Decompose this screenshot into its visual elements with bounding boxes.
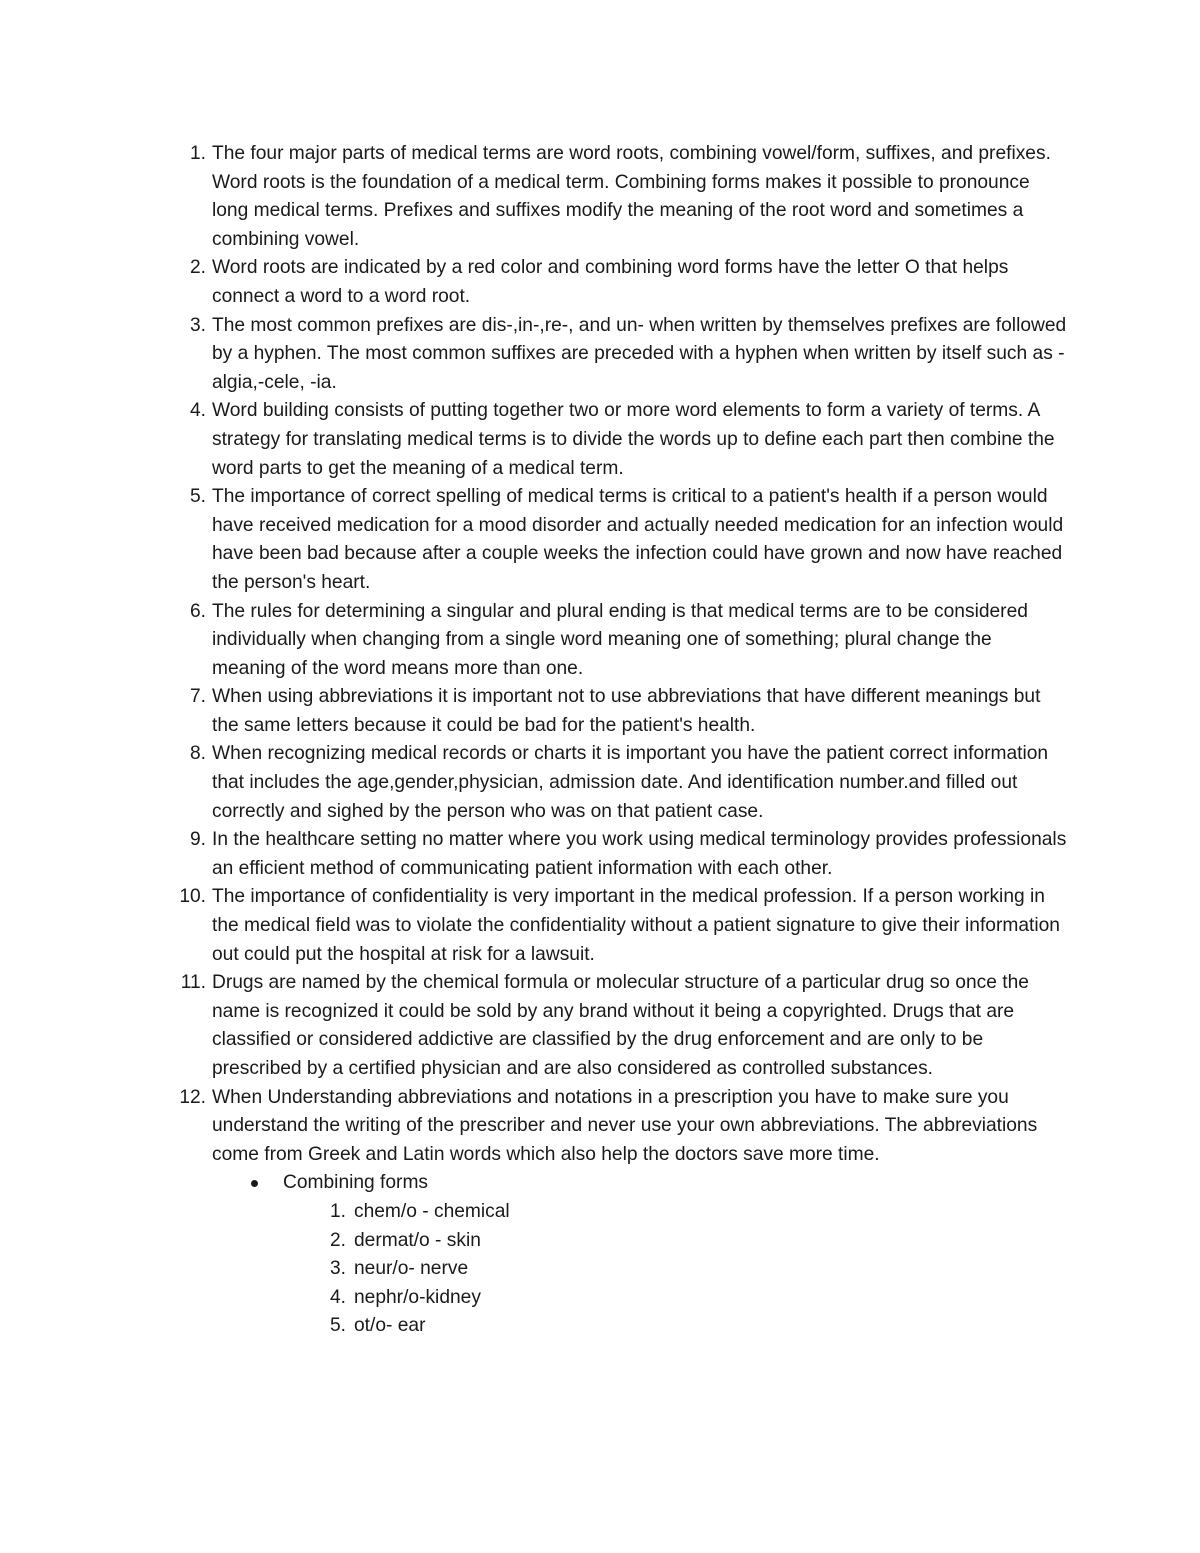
entry-text: nephr/o-kidney [354,1286,481,1308]
item-text: The importance of correct spelling of medical terms is critical to a patient's health if a person would have received medication for a mood disorder and actually needed medication for an infection would have been bad because after a couple weeks the infection could have grown and now have reached the person's heart. [212,486,1064,593]
combining-forms-bullet [212,1169,1070,1341]
list-item [160,598,1070,684]
list-item [160,883,1070,969]
list-item [160,140,1070,254]
item-number: 1. [189,143,206,164]
item-number: 12. [179,1086,206,1108]
entry-text: ot/o- ear [354,1315,426,1337]
combining-form-entry [283,1255,1070,1284]
item-text: The rules for determining a singular and plural ending is that medical terms are to be considered individually when changing from a single word meaning one of something; plural change the meaning of the word means more than one. [212,600,1028,679]
item-number: 8. [189,743,206,765]
list-item [160,397,1070,483]
list-item [160,312,1070,398]
combining-form-entry [283,1227,1070,1256]
entry-number: 4. [329,1286,346,1308]
item-number: 5. [189,486,206,508]
item-text: When recognizing medical records or charts it is important you have the patient correct information that includes the age,gender,physician, admission date. And identification number.and filled out correctly and sighed by the person who was on that patient case. [212,743,1049,822]
item-number: 4. [189,400,206,422]
item-number: 11. [180,972,206,994]
entry-number: 2. [329,1229,346,1251]
list-item [160,254,1070,311]
combining-forms-entries [283,1198,1070,1341]
item-number: 3. [189,314,206,336]
list-item [160,969,1070,1083]
list-item [160,740,1070,826]
entry-text: neur/o- nerve [354,1258,469,1280]
combining-form-entry [283,1284,1070,1313]
item-number: 9. [189,829,206,851]
item-number: 6. [189,600,206,622]
item-text: The most common prefixes are dis-,in-,re-, and un- when written by themselves prefixes are followed by a hyphen. The most common suffixes are preceded with a hyphen when written by itself such as -algia,-cele, -ia. [212,314,1067,393]
combining-form-entry [283,1198,1070,1227]
entry-number: 3. [329,1258,346,1280]
entry-text: dermat/o - skin [354,1229,481,1251]
numbered-list [160,140,1070,1341]
item-number: 2. [189,257,206,279]
entry-text: chem/o - chemical [354,1200,510,1222]
item-text: Word roots are indicated by a red color and combining word forms have the letter O that helps connect a word to a word root. [212,257,1009,307]
item-text: Drugs are named by the chemical formula or molecular structure of a particular drug so once the name is recognized it could be sold by any brand without it being a copyrighted. Drugs that are classified or considered addictive are classified by the drug enforcement and are only to be prescribed by a certified physician and are also considered as controlled substances. [212,972,1029,1079]
entry-number: 1. [329,1200,346,1222]
list-item [160,483,1070,597]
combining-form-entry [283,1312,1070,1341]
entry-number: 5. [329,1315,346,1337]
item-text: When using abbreviations it is important not to use abbreviations that have different meanings but the same letters because it could be bad for the patient's health. [212,686,1041,736]
item-text: The four major parts of medical terms are word roots, combining vowel/form, suffixes, and prefixes. Word roots is the foundation of a medical term. Combining forms makes it possible to pronounce long medical terms. Prefixes and suffixes modify the meaning of the root word and sometimes a combining vowel. [212,143,1051,250]
list-item [160,826,1070,883]
item-number: 10. [179,886,206,908]
combining-forms-list [212,1169,1070,1341]
list-item [160,1084,1070,1341]
list-item [160,683,1070,740]
bullet-icon [251,1180,258,1187]
combining-forms-heading: Combining forms [283,1172,429,1194]
item-text: The importance of confidentiality is very important in the medical profession. If a person working in the medical field was to violate the confidentiality without a patient signature to give their information out could put the hospital at risk for a lawsuit. [212,886,1060,965]
item-number: 7. [189,686,206,708]
item-text: In the healthcare setting no matter where you work using medical terminology provides professionals an efficient method of communicating patient information with each other. [212,829,1067,879]
item-text: Word building consists of putting together two or more word elements to form a variety of terms. A strategy for translating medical terms is to divide the words up to define each part then combine the word parts to get the meaning of a medical term. [212,400,1055,479]
item-text: When Understanding abbreviations and notations in a prescription you have to make sure you understand the writing of the prescriber and never use your own abbreviations. The abbreviations come from Greek and Latin words which also help the doctors save more time. [212,1086,1038,1165]
